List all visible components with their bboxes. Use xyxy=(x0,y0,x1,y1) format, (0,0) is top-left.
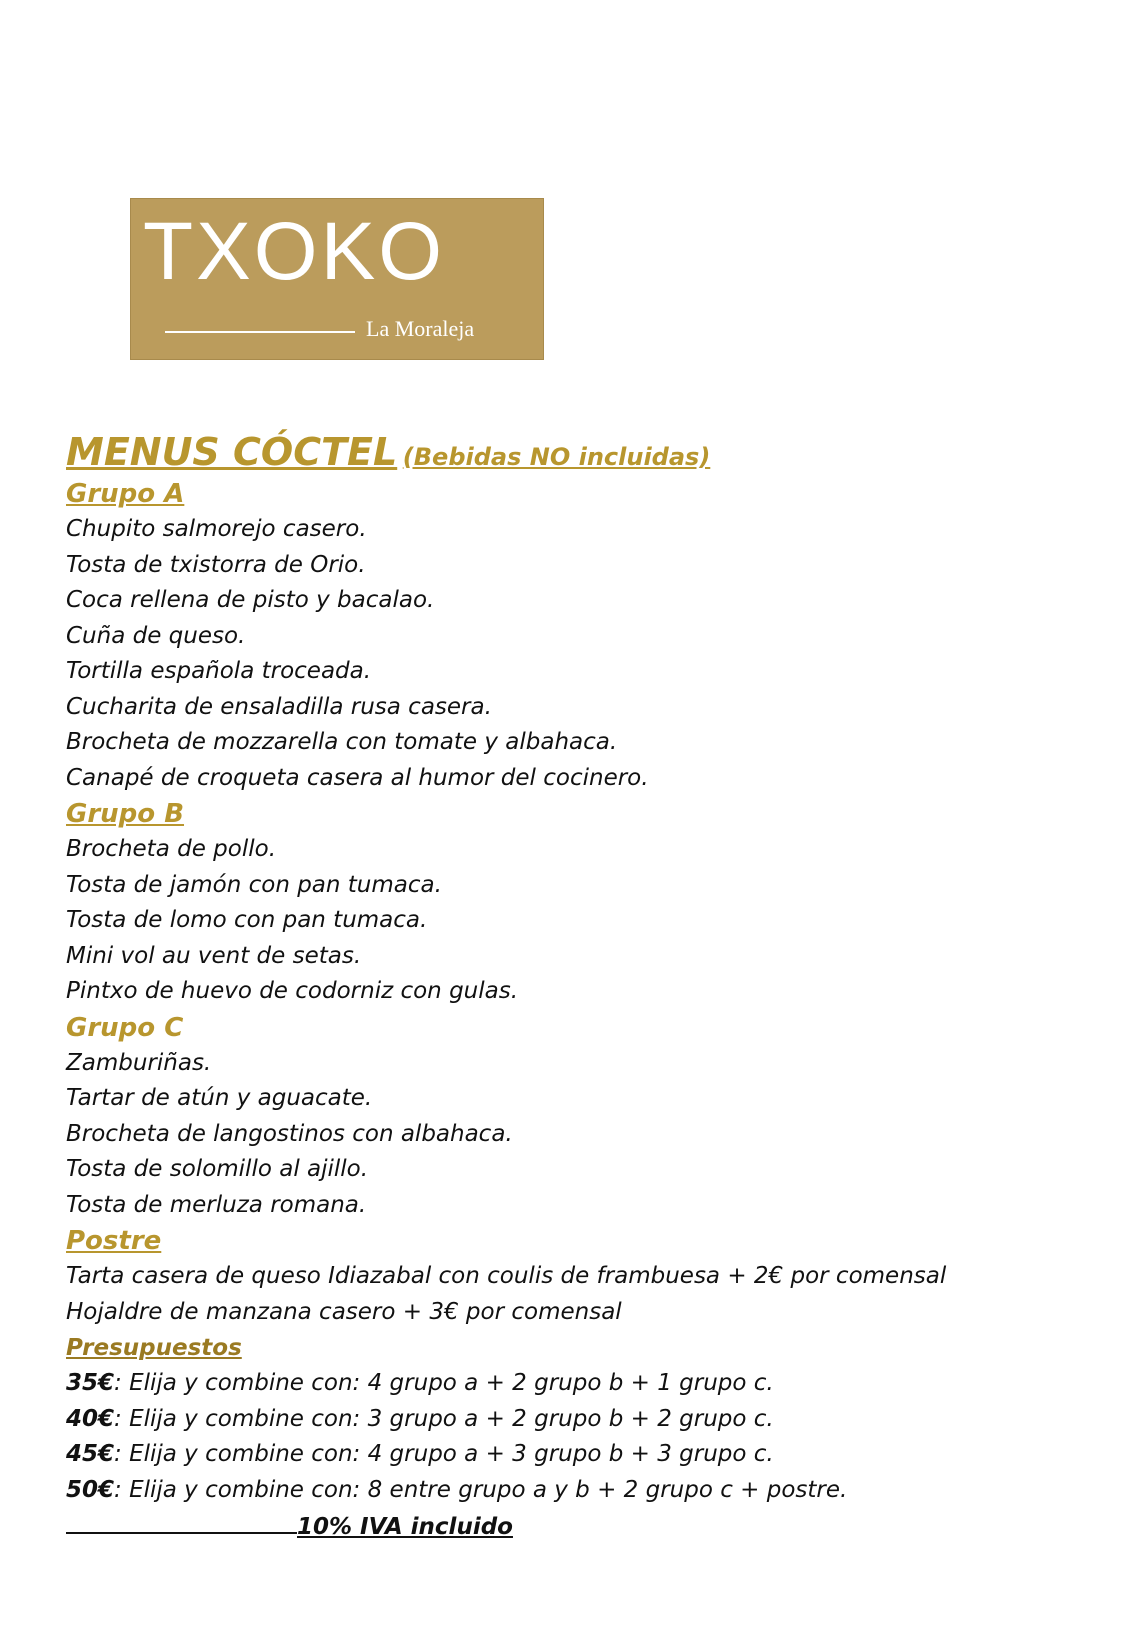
menu-item: Cuña de queso. xyxy=(66,622,246,649)
budget-text: : Elija y combine con: 4 grupo a + 2 grupo b + 1 grupo c. xyxy=(114,1370,774,1396)
budget-item xyxy=(66,1437,1106,1473)
menu-item: Tarta casera de queso Idiazabal con coulis de frambuesa + 2€ por comensal xyxy=(66,1263,947,1289)
group-heading: Grupo B xyxy=(66,799,185,829)
budget-item xyxy=(66,1402,1106,1438)
budget-item xyxy=(66,1366,1106,1402)
budgets xyxy=(66,1330,1106,1508)
iva-note: 10% IVA incluido xyxy=(297,1514,513,1540)
menu-item: Cucharita de ensaladilla rusa casera. xyxy=(66,693,492,720)
menu-title-note: (Bebidas NO incluidas) xyxy=(402,443,711,471)
menu-item: Zamburiñas. xyxy=(66,1049,212,1076)
budget-text: : Elija y combine con: 8 entre grupo a y b + 2 grupo c + postre. xyxy=(114,1476,848,1503)
menu-item: Chupito salmorejo casero. xyxy=(66,516,367,542)
group-c xyxy=(66,1010,1106,1224)
menu-item: Tartar de atún y aguacate. xyxy=(66,1085,373,1111)
menu-item: Tosta de txistorra de Orio. xyxy=(66,551,366,578)
group-heading: Postre xyxy=(66,1226,162,1256)
logo-brand: TXOKO xyxy=(143,206,446,297)
menu-item: Tosta de solomillo al ajillo. xyxy=(66,1156,369,1182)
underline-blank xyxy=(66,1508,297,1534)
group-a xyxy=(66,476,1106,796)
group-heading: Grupo C xyxy=(66,1012,184,1043)
menu-item: Mini vol au vent de setas. xyxy=(66,942,362,969)
budgets-heading: Presupuestos xyxy=(66,1335,242,1361)
menu-title xyxy=(66,428,1106,476)
logo-subtitle: La Moraleja xyxy=(366,316,475,341)
budget-text: : Elija y combine con: 4 grupo a + 3 grupo b + 3 grupo c. xyxy=(114,1441,774,1467)
budget-text: : Elija y combine con: 3 grupo a + 2 grupo b + 2 grupo c. xyxy=(114,1405,774,1432)
menu-item: Tosta de lomo con pan tumaca. xyxy=(66,907,428,933)
menu-item: Tosta de jamón con pan tumaca. xyxy=(66,871,442,898)
menu-item: Canapé de croqueta casera al humor del cocinero. xyxy=(66,764,649,791)
menu-title-main: MENUS CÓCTEL xyxy=(66,430,398,474)
menu-item: Tosta de merluza romana. xyxy=(66,1191,367,1218)
group-b xyxy=(66,796,1106,1010)
menu-item: Brocheta de langostinos con albahaca. xyxy=(66,1120,513,1147)
budget-price: 40€ xyxy=(66,1405,115,1432)
menu-content xyxy=(66,428,1106,1542)
budget-price: 50€ xyxy=(66,1476,115,1503)
group-postre xyxy=(66,1223,1106,1330)
budget-price: 45€ xyxy=(66,1441,115,1467)
restaurant-logo xyxy=(130,198,544,360)
menu-item: Tortilla española troceada. xyxy=(66,658,372,684)
budget-price: 35€ xyxy=(66,1370,115,1396)
budget-item xyxy=(66,1473,1106,1509)
menu-item: Pintxo de huevo de codorniz con gulas. xyxy=(66,978,519,1004)
menu-item: Hojaldre de manzana casero + 3€ por comensal xyxy=(66,1298,622,1325)
menu-item: Coca rellena de pisto y bacalao. xyxy=(66,587,435,613)
logo-rule xyxy=(165,331,355,333)
group-heading: Grupo A xyxy=(66,479,185,509)
menu-item: Brocheta de mozzarella con tomate y albahaca. xyxy=(66,729,618,755)
menu-item: Brocheta de pollo. xyxy=(66,836,276,862)
iva-footer xyxy=(66,1508,1106,1542)
